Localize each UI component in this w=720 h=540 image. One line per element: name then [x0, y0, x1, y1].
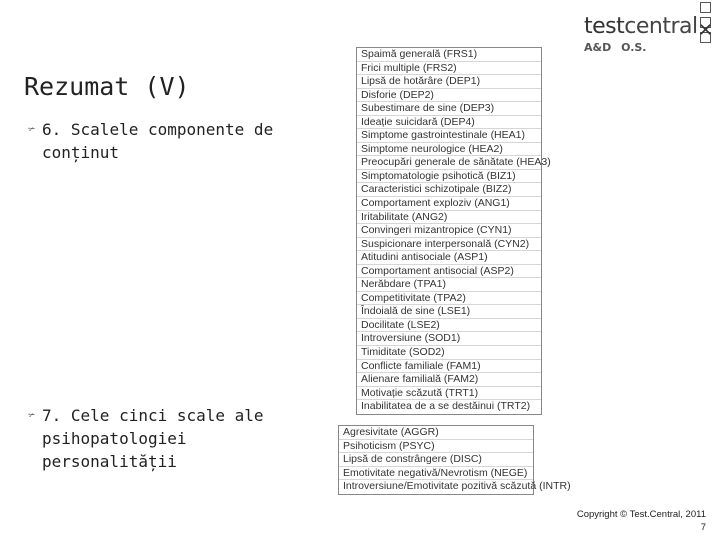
table-row: Atitudini antisociale (ASP1) — [357, 251, 541, 265]
slide-title: Rezumat (V) — [24, 72, 190, 101]
bullet-label: Cele cinci scale ale psihopatologiei personalității — [42, 406, 264, 471]
table-row: Convingeri mizantropice (CYN1) — [357, 224, 541, 238]
bullet-marker-icon: ✃ — [28, 122, 36, 136]
table-row: Ideație suicidară (DEP4) — [357, 116, 541, 130]
table-row: Frici multiple (FRS2) — [357, 62, 541, 76]
table-row: Suspicionare interpersonală (CYN2) — [357, 238, 541, 252]
logo-word-central: central — [624, 14, 698, 39]
content-scales-table — [356, 47, 551, 415]
close-icon[interactable]: ✕ — [698, 20, 714, 41]
bullet-label: Scalele componente de conținut — [42, 120, 274, 162]
table-row: Nerăbdare (TPA1) — [357, 278, 541, 292]
table-row: Îndoială de sine (LSE1) — [357, 305, 541, 319]
copyright-text: Copyright © Test.Central, 2011 — [576, 509, 706, 520]
table-row: Introversiune/Emotivitate pozitivă scăzută (INTR) — [343, 480, 571, 493]
table-row: Iritabilitate (ANG2) — [357, 211, 541, 225]
table-row: Caracteristici schizotipale (BIZ2) — [357, 183, 541, 197]
table-row: Agresivitate (AGGR) — [339, 426, 533, 440]
table-row: Timiditate (SOD2) — [357, 346, 541, 360]
footer — [520, 508, 706, 534]
table-row: Simptomatologie psihotică (BIZ1) — [357, 170, 541, 184]
table-row: Inabilitatea de a se destăinui (TRT2) — [361, 400, 531, 413]
bullet-number: 7. — [42, 406, 62, 425]
decor-square — [700, 2, 711, 13]
bullet-item — [28, 118, 298, 164]
bullet-marker-icon: ✃ — [28, 408, 36, 422]
table-row: Motivație scăzută (TRT1) — [357, 387, 541, 401]
bullet-item — [28, 404, 298, 473]
table-row: Comportament antisocial (ASP2) — [357, 265, 541, 279]
bullet-text — [28, 118, 298, 164]
logo-partner-os: O.S. — [621, 41, 647, 54]
table-row: Spaimă generală (FRS1) — [357, 48, 541, 62]
table-row: Lipsă de constrângere (DISC) — [339, 453, 533, 467]
page-number: 7 — [700, 522, 706, 533]
table-row: Simptome gastrointestinale (HEA1) — [357, 129, 541, 143]
logo-word-test: test — [584, 14, 625, 39]
bullet-number: 6. — [42, 120, 62, 139]
table-row: Introversiune (SOD1) — [357, 332, 541, 346]
table-row: Comportament exploziv (ANG1) — [357, 197, 541, 211]
bullet-text — [28, 404, 298, 473]
table-row: Conflicte familiale (FAM1) — [357, 360, 541, 374]
table-row: Docilitate (LSE2) — [357, 319, 541, 333]
table-row: Subestimare de sine (DEP3) — [357, 102, 541, 116]
table-row: Lipsă de hotărâre (DEP1) — [357, 75, 541, 89]
table-row: Psihoticism (PSYC) — [339, 440, 533, 454]
logo-partners — [584, 41, 700, 54]
table-row: Preocupări generale de sănătate (HEA3) — [357, 156, 541, 170]
testcentral-logo — [584, 14, 700, 70]
table-row: Disforie (DEP2) — [357, 89, 541, 103]
psy5-scales-table — [338, 425, 571, 495]
table-row: Competitivitate (TPA2) — [357, 292, 541, 306]
table-row: Alienare familială (FAM2) — [357, 373, 541, 387]
logo-partner-ad: A&D — [584, 41, 612, 54]
logo-wordmark — [584, 14, 700, 39]
table-row: Emotivitate negativă/Nevrotism (NEGE) — [339, 467, 533, 481]
table-row: Simptome neurologice (HEA2) — [357, 143, 541, 157]
